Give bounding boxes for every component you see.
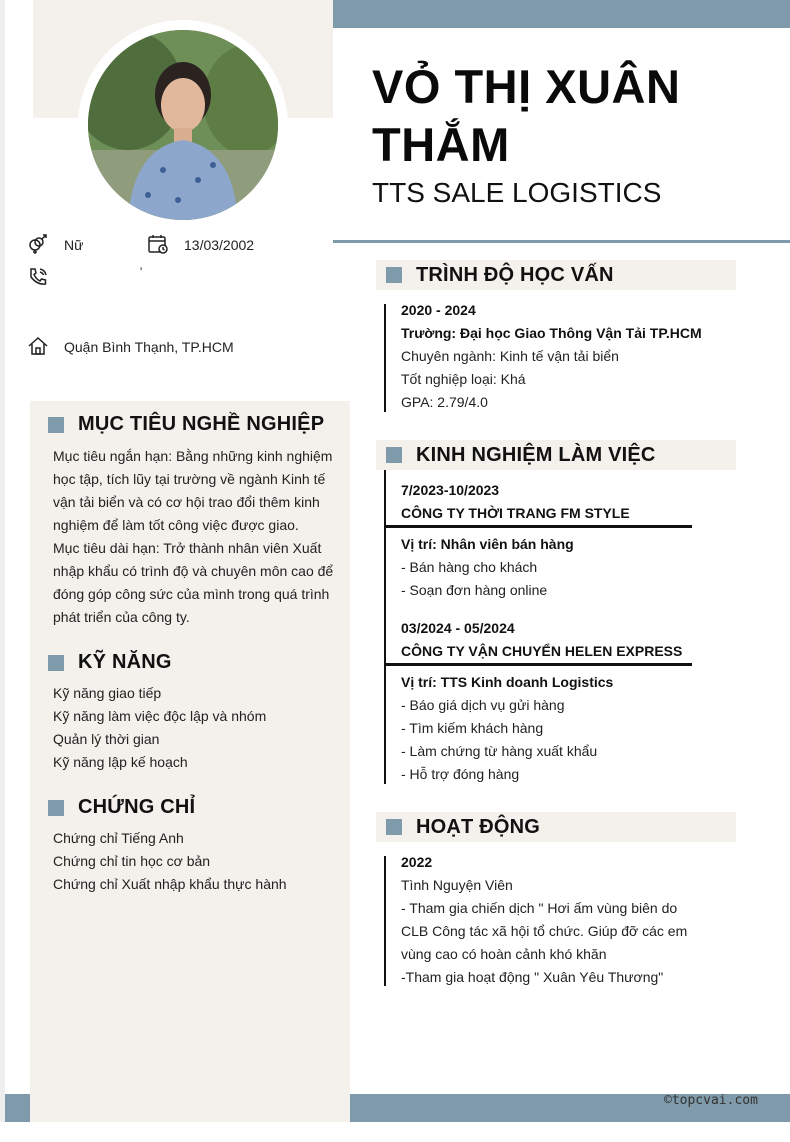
job-entry: [401, 479, 721, 525]
job-task: - Làm chứng từ hàng xuất khẩu: [401, 743, 598, 759]
job-divider: [384, 525, 692, 528]
activity-line: -Tham gia hoạt động " Xuân Yêu Thương": [401, 969, 664, 985]
birthday-value: 13/03/2002: [184, 237, 255, 253]
objective-line: học tập, tích lũy tại trường về ngành Kinh tế: [53, 471, 326, 487]
bottom-panel-extension: [30, 1094, 350, 1122]
job-period: 03/2024 - 05/2024: [401, 620, 515, 636]
job-divider: [384, 663, 692, 666]
home-icon: [27, 335, 49, 362]
job-task: - Báo giá dịch vụ gửi hàng: [401, 697, 565, 713]
job-details: [401, 671, 721, 786]
education-gpa: GPA: 2.79/4.0: [401, 394, 488, 410]
certificates-title: CHỨNG CHỈ: [78, 796, 196, 818]
left-edge-strip: [0, 0, 5, 1142]
candidate-name: VỎ THỊ XUÂN THẮM: [372, 60, 681, 171]
list-item: Kỹ năng làm việc độc lập và nhóm: [53, 708, 267, 724]
gender-value: Nữ: [64, 237, 84, 253]
objective-line: Mục tiêu ngắn hạn: Bằng những kinh nghiệm: [53, 448, 333, 464]
education-major: Chuyên ngành: Kinh tế vận tải biển: [401, 348, 619, 364]
job-task: - Soạn đơn hàng online: [401, 582, 548, 598]
section-marker: [386, 447, 402, 463]
header-divider: [333, 240, 790, 243]
section-marker: [48, 655, 64, 671]
education-heading: [376, 260, 736, 290]
certificates-list: [53, 827, 335, 896]
watermark: ©topcvai.com: [664, 1093, 758, 1108]
activity-line: CLB Công tác xã hội tổ chức. Giúp đỡ các em: [401, 923, 688, 939]
job-details: [401, 533, 721, 602]
experience-title: KINH NGHIỆM LÀM VIỆC: [416, 443, 656, 466]
job-position: Vị trí: TTS Kinh doanh Logistics: [401, 674, 614, 690]
skills-heading: [48, 651, 172, 674]
objective-line: Mục tiêu dài hạn: Trở thành nhân viên Xuất: [53, 540, 322, 556]
education-grade: Tốt nghiệp loại: Khá: [401, 371, 526, 387]
job-task: - Bán hàng cho khách: [401, 559, 538, 575]
education-timeline: [384, 304, 386, 412]
section-marker: [48, 417, 64, 433]
job-entry: [401, 617, 721, 663]
objective-line: vận tải biển và có cơ hội trao đổi thêm kinh: [53, 494, 320, 510]
avatar: [88, 30, 278, 220]
bottom-margin: [0, 1122, 790, 1142]
phone-icon: [27, 266, 49, 293]
job-task: - Hỗ trợ đóng hàng: [401, 766, 520, 782]
experience-timeline: [384, 470, 386, 784]
activities-title: HOẠT ĐỘNG: [416, 815, 541, 838]
section-marker: [386, 819, 402, 835]
activity-org: Tình Nguyện Viên: [401, 877, 513, 893]
job-company: CÔNG TY VẬN CHUYỂN HELEN EXPRESS: [401, 643, 683, 659]
education-school: Trường: Đại học Giao Thông Vận Tải TP.HCM: [401, 325, 702, 341]
education-period: 2020 - 2024: [401, 302, 476, 318]
objective-heading: [48, 413, 324, 436]
experience-heading: [376, 440, 736, 470]
activities-heading: [376, 812, 736, 842]
section-marker: [48, 800, 64, 816]
skills-title: KỸ NĂNG: [78, 651, 172, 673]
objective-line: đóng góp công sức của mình trong quá trình: [53, 586, 330, 602]
objective-line: nhập khẩu có trình độ và chuyên môn cao để: [53, 563, 334, 579]
skills-list: [53, 682, 335, 774]
list-item: Quản lý thời gian: [53, 731, 160, 747]
education-title: TRÌNH ĐỘ HỌC VẤN: [416, 263, 614, 286]
top-accent-bar: [333, 0, 790, 28]
address-value: Quận Bình Thạnh, TP.HCM: [64, 339, 234, 355]
job-title: TTS SALE LOGISTICS: [372, 177, 662, 208]
activities-content: [401, 851, 699, 989]
list-item: Chứng chỉ Tiếng Anh: [53, 830, 184, 846]
certificates-heading: [48, 796, 195, 819]
job-company: CÔNG TY THỜI TRANG FM STYLE: [401, 505, 630, 521]
objective-line: phát triển của công ty.: [53, 609, 190, 625]
activity-line: - Tham gia chiến dịch " Hơi ấm vùng biên do: [401, 900, 678, 916]
gender-icon: [27, 233, 49, 260]
job-period: 7/2023-10/2023: [401, 482, 500, 498]
education-content: [401, 299, 721, 414]
activities-timeline: [384, 856, 386, 986]
list-item: Kỹ năng giao tiếp: [53, 685, 162, 701]
list-item: Chứng chỉ Xuất nhập khẩu thực hành: [53, 876, 287, 892]
phone-value: ': [140, 265, 143, 279]
calendar-icon: [147, 233, 169, 260]
list-item: Chứng chỉ tin học cơ bản: [53, 853, 211, 869]
objective-title: MỤC TIÊU NGHỀ NGHIỆP: [78, 413, 325, 435]
activity-year: 2022: [401, 854, 433, 870]
objective-line: nghiệm để làm tốt công việc được giao.: [53, 517, 299, 533]
activity-line: vùng cao có hoàn cảnh khó khăn: [401, 946, 607, 962]
objective-text: [53, 445, 335, 629]
list-item: Kỹ năng lập kế hoạch: [53, 754, 188, 770]
job-task: - Tìm kiếm khách hàng: [401, 720, 544, 736]
section-marker: [386, 267, 402, 283]
job-position: Vị trí: Nhân viên bán hàng: [401, 536, 574, 552]
